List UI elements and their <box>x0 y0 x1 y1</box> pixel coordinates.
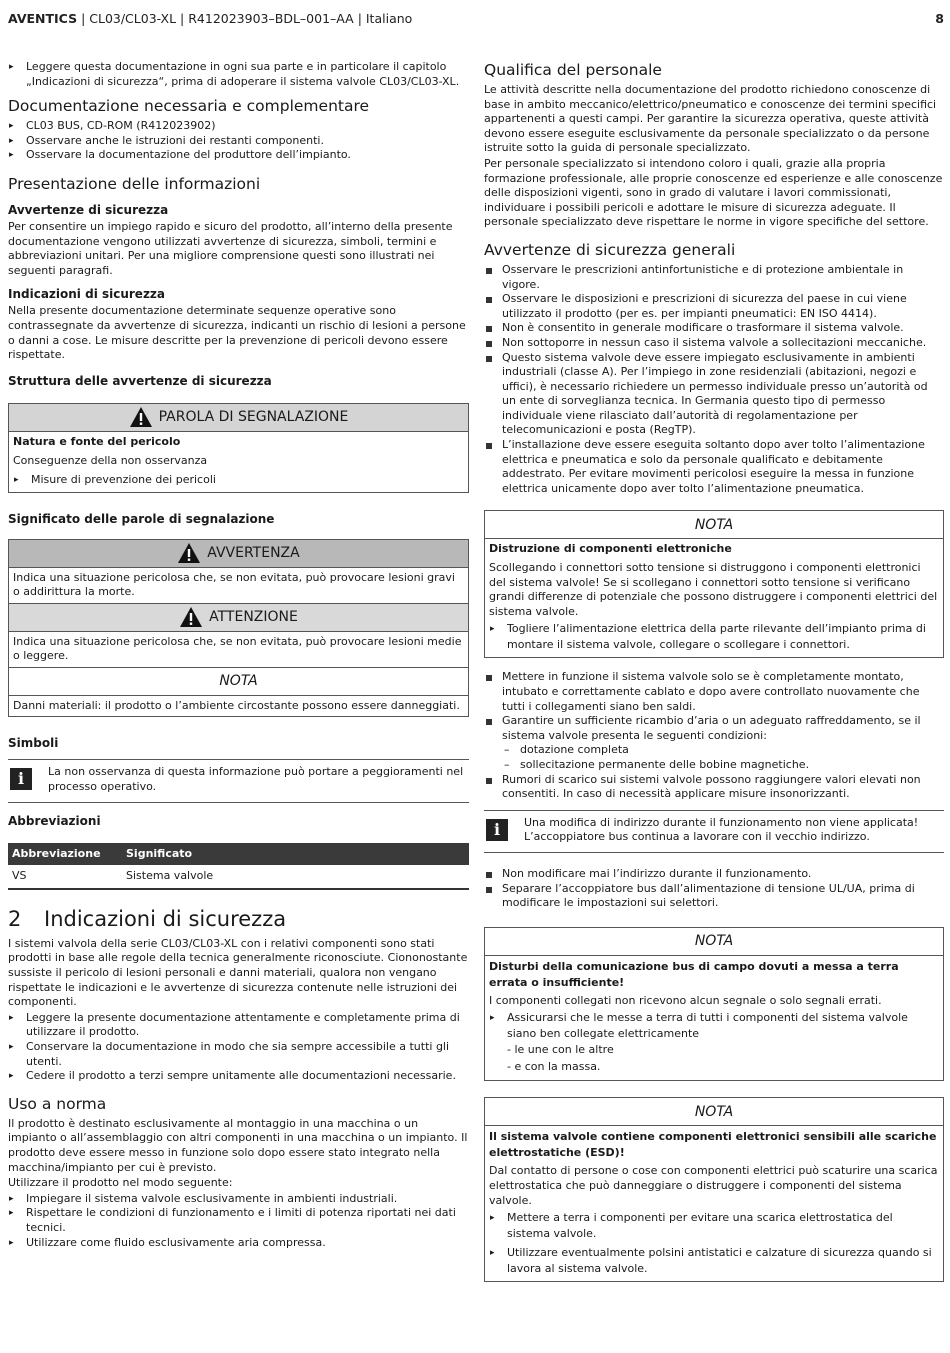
doc-list <box>8 119 469 163</box>
attenzione-bar <box>9 604 468 632</box>
list-item: ▸ Conservare la documentazione in modo che sia sempre accessibile a tutti gli utenti. <box>8 1040 469 1069</box>
measure-list <box>13 473 464 488</box>
chapter-title <box>8 906 469 932</box>
avvertenza-bar <box>9 540 468 568</box>
nota-text: Danni materiali: il prodotto o l’ambiente circostante possono essere danneggiati. <box>13 698 460 712</box>
paragraph: I sistemi valvola della serie CL03/CL03-XL con i relativi componenti sono stati prodotti in base alle regole della tecnica generalmente riconosciute. Ciononostante sussiste il pericolo di lesioni personali e danni materiali, qualora non vengano rispettate le indicazioni e le avvertenze di sicurezza contenute nelle istruzioni dei componenti. <box>8 936 468 1009</box>
paragraph: Per personale specializzato si intendono coloro i quali, grazie alla propria formazione professionale, alle proprie conoscenze ed esperienze e alle conoscenze delle disposizioni vigenti, sono in grado di valutare i lavori commissionati, individuare i possibili pericoli e adottare le misure di sicurezza adeguate. Il personale specializzato deve rispettare le norme in vigore specifiche del settore. <box>484 156 943 229</box>
table-cell: Sistema valvole <box>122 865 469 889</box>
signal-word-bar <box>9 404 468 432</box>
left-column <box>8 60 469 1250</box>
nota-text: Dal contatto di persone o cose con componenti elettrici può scaturire una scarica elettrostatica che può danneggiare o distruggere i componenti del sistema valvole. <box>489 1164 938 1207</box>
list-item: ▸ CL03 BUS, CD-ROM (R412023902) <box>8 119 469 134</box>
chapter-title-text: Indicazioni di sicurezza <box>44 906 287 931</box>
sub-item: - le une con le altre <box>507 1043 614 1057</box>
signal-words-box <box>8 539 469 718</box>
list-item: Osservare le prescrizioni antinfortunistiche e di protezione ambientale in vigore. <box>484 263 944 292</box>
general-list-2 <box>484 670 944 743</box>
nota-title: Il sistema valvole contiene componenti elettronici sensibili alle scariche elettrostatiche (ESD)! <box>489 1130 937 1160</box>
use-list <box>8 1192 469 1250</box>
list-item: Non è consentito in generale modificare o trasformare il sistema valvole. <box>484 321 944 336</box>
list-item: – dotazione completa <box>484 743 944 758</box>
hazard-nature: Natura e fonte del pericolo <box>13 434 181 448</box>
list-item: ▸ Cedere il prodotto a terzi sempre unitamente alle documentazioni necessarie. <box>8 1069 469 1084</box>
table-header-row <box>8 843 469 866</box>
brand: AVENTICS <box>8 11 78 26</box>
general-list-4 <box>484 867 944 911</box>
nota-bar: NOTA <box>485 511 943 539</box>
nota-list <box>489 621 939 653</box>
warning-triangle-icon <box>177 542 201 564</box>
section-title: Avvertenze di sicurezza generali <box>484 240 736 259</box>
list-item: Separare l’accoppiatore bus dall’alimentazione di tensione UL/UA, prima di modificare le impostazioni sui selettori. <box>484 882 944 911</box>
list-item: Garantire un sufficiente ricambio d’aria o un adeguato raffreddamento, se il sistema valvole presenta le seguenti condizioni: <box>484 714 944 743</box>
list-item: Rumori di scarico sui sistemi valvole possono raggiungere valori elevati non consentiti. In caso di necessità applicare misure insonorizzanti. <box>484 773 944 802</box>
column-header: Abbreviazione <box>8 843 122 866</box>
right-column <box>484 60 944 1292</box>
paragraph: Il prodotto è destinato esclusivamente al montaggio in una macchina o un impianto o all’assemblaggio con altri componenti in una macchina o un impianto. Il prodotto deve essere messo in funzione solo dopo essere stato integrato nella macchina/impianto per cui è previsto. <box>8 1116 468 1174</box>
list-item: Non modificare mai l’indirizzo durante il funzionamento. <box>484 867 944 882</box>
list-item: ▸ Rispettare le condizioni di funzionamento e i limiti di potenza riportati nei dati tecnici. <box>8 1206 469 1235</box>
list-item: ▸ Osservare la documentazione del produttore dell’impianto. <box>8 148 469 163</box>
chapter-list <box>8 1011 469 1084</box>
list-item: ▸ Utilizzare eventualmente polsini antistatici e calzature di sicurezza quando si lavora al sistema valvole. <box>489 1245 939 1277</box>
list-item: Non sottoporre in nessun caso il sistema valvole a sollecitazioni meccaniche. <box>484 336 944 351</box>
box-content <box>485 1126 943 1281</box>
avvertenza-label: AVVERTENZA <box>207 545 300 561</box>
info-note <box>484 810 944 853</box>
list-item: ▸ Leggere la presente documentazione attentamente e completamente prima di utilizzare il prodotto. <box>8 1011 469 1040</box>
chapter-number: 2 <box>8 906 22 931</box>
box-content <box>9 432 468 492</box>
box-content <box>485 539 943 657</box>
attenzione-text: Indica una situazione pericolosa che, se non evitata, può provocare lesioni medie o leggere. <box>9 632 468 668</box>
paragraph: Utilizzare il prodotto nel modo seguente: <box>8 1176 233 1190</box>
subsection-title: Avvertenze di sicurezza <box>8 202 169 217</box>
section-title: Qualifica del personale <box>484 61 662 79</box>
list-item: ▸ Mettere a terra i componenti per evitare una scarica elettrostatica del sistema valvole. <box>489 1210 939 1242</box>
header-info: | CL03/CL03-XL | R412023903–BDL–001–AA | Italiano <box>77 11 413 26</box>
nota-bar: NOTA <box>9 668 468 696</box>
paragraph: Per consentire un impiego rapido e sicuro del prodotto, all’interno della presente documentazione vengono utilizzati avvertenze di sicurezza, simboli, termini e abbreviazioni unitari. Per una migliore comprensione questi sono illustrati nei seguenti paragrafi. <box>8 219 453 277</box>
attenzione-label: ATTENZIONE <box>209 609 298 626</box>
info-icon: i <box>486 819 508 841</box>
nota-box-esd <box>484 1097 944 1282</box>
info-icon: i <box>10 768 32 790</box>
hazard-consequence: Conseguenze della non osservanza <box>13 454 208 468</box>
page-header <box>8 12 944 27</box>
intro-list <box>8 60 469 89</box>
nota-title: Disturbi della comunicazione bus di campo dovuti a messa a terra errata o insufficiente! <box>489 959 899 989</box>
page-number: 8 <box>935 11 944 26</box>
table-cell: VS <box>8 865 122 889</box>
list-item: ▸ Leggere questa documentazione in ogni sua parte e in particolare il capitolo „Indicazioni di sicurezza“, prima di adoperare il sistema valvole CL03/CL03-XL. <box>8 60 469 89</box>
list-item: ▸ Misure di prevenzione dei pericoli <box>13 473 464 488</box>
list-item: – sollecitazione permanente delle bobine magnetiche. <box>484 758 944 773</box>
signal-word-structure-box <box>8 403 469 493</box>
subsection-title: Significato delle parole di segnalazione <box>8 511 275 526</box>
info-note <box>8 759 469 802</box>
subsection-title: Abbreviazioni <box>8 813 101 828</box>
nota-bar: NOTA <box>485 1098 943 1126</box>
list-item: ▸ Togliere l’alimentazione elettrica della parte rilevante dell’impianto prima di montare il sistema valvole, collegare o scollegare i connettori. <box>489 621 939 653</box>
abbreviation-table <box>8 843 469 890</box>
paragraph: Nella presente documentazione determinate sequenze operative sono contrassegnate da avvertenze di sicurezza, indicanti un rischio di lesioni a persone o danni a cose. Le misure descritte per la prevenzione di pericoli devono essere rispettate. <box>8 304 466 362</box>
nota-title: Distruzione di componenti elettroniche <box>489 542 732 556</box>
list-item: ▸ Osservare anche le istruzioni dei restanti componenti. <box>8 134 469 149</box>
column-header: Significato <box>122 843 469 866</box>
list-item: ▸ Impiegare il sistema valvole esclusivamente in ambienti industriali. <box>8 1192 469 1207</box>
list-item: Osservare le disposizioni e prescrizioni di sicurezza del paese in cui viene utilizzato il prodotto (per es. per impianti pneumatici: EN ISO 4414). <box>484 292 944 321</box>
warning-triangle-icon <box>179 606 203 628</box>
condition-list <box>484 743 944 772</box>
table-row <box>8 865 469 889</box>
nota-text: I componenti collegati non ricevono alcun segnale o solo segnali errati. <box>489 993 882 1007</box>
warning-triangle-icon <box>129 406 153 428</box>
signal-word-label: PAROLA DI SEGNALAZIONE <box>158 409 349 426</box>
nota-text: Scollegando i connettori sotto tensione si distruggono i componenti elettronici del sistema valvole! Se si scollegano i connettori sotto tensione si verificano grandi differenze di potenziale che possono distruggere i componenti elettrici del sistema valvole. <box>489 561 938 618</box>
list-item: Questo sistema valvole deve essere impiegato esclusivamente in ambienti industriali (classe A). Per l’impiego in zone residenziali (abitazioni, negozi e uffici), è necessario richiedere un permesso individuale presso un’autorità od un ente di sorveglianza tecnica. In Germania questo tipo di permesso individuale viene rilasciato dall’autorità di regolamentazione per telecomunicazioni e posta (RegTP). <box>484 351 944 439</box>
info-text: La non osservanza di questa informazione può portare a peggioramenti nel processo operativo. <box>48 765 464 794</box>
list-item: ▸ Assicurarsi che le messe a terra di tutti i componenti del sistema valvole siano ben collegate elettricamente <box>489 1010 939 1042</box>
section-title: Uso a norma <box>8 1094 107 1113</box>
section-title: Documentazione necessaria e complementare <box>8 97 370 116</box>
nota-list <box>489 1210 939 1277</box>
list-item: ▸ Utilizzare come fluido esclusivamente aria compressa. <box>8 1236 469 1251</box>
nota-bar: NOTA <box>485 928 943 956</box>
nota-box-electronics <box>484 510 944 658</box>
section-title: Presentazione delle informazioni <box>8 174 261 193</box>
subsection-title: Indicazioni di sicurezza <box>8 287 166 302</box>
general-list-3 <box>484 773 944 802</box>
nota-list <box>489 1010 939 1042</box>
paragraph: Le attività descritte nella documentazione del prodotto richiedono conoscenze di base in ambito meccanico/elettrico/pneumatico e conoscenze dei termini specifici appartenenti a questi campi. Per garantire la sicurezza operativa, queste attività devono essere eseguite esclusivamente da personale specializzato o da persone istruite sotto la guida di personale specializzato. <box>484 83 937 155</box>
box-content <box>485 956 943 1081</box>
list-item: Mettere in funzione il sistema valvole solo se è completamente montato, intubato e correttamente cablato e dopo avere controllato nuovamente che tutti i collegamenti siano ben saldi. <box>484 670 944 714</box>
general-list <box>484 263 944 497</box>
subsection-title: Simboli <box>8 736 59 751</box>
subsection-title: Struttura delle avvertenze di sicurezza <box>8 373 272 388</box>
nota-box-grounding <box>484 927 944 1082</box>
sub-item: - e con la massa. <box>507 1060 601 1074</box>
list-item: L’installazione deve essere eseguita soltanto dopo aver tolto l’alimentazione elettrica e pneumatica e solo da personale qualificato e debitamente addestrato. Per evitare movimenti pericolosi eseguire la messa in funzione elettrica unicamente dopo aver tolto l’alimentazione pneumatica. <box>484 438 944 496</box>
avvertenza-text: Indica una situazione pericolosa che, se non evitata, può provocare lesioni gravi o addirittura la morte. <box>9 568 468 604</box>
info-text: Una modifica di indirizzo durante il funzionamento non viene applicata! L’accoppiatore bus continua a lavorare con il vecchio indirizzo. <box>524 815 919 844</box>
